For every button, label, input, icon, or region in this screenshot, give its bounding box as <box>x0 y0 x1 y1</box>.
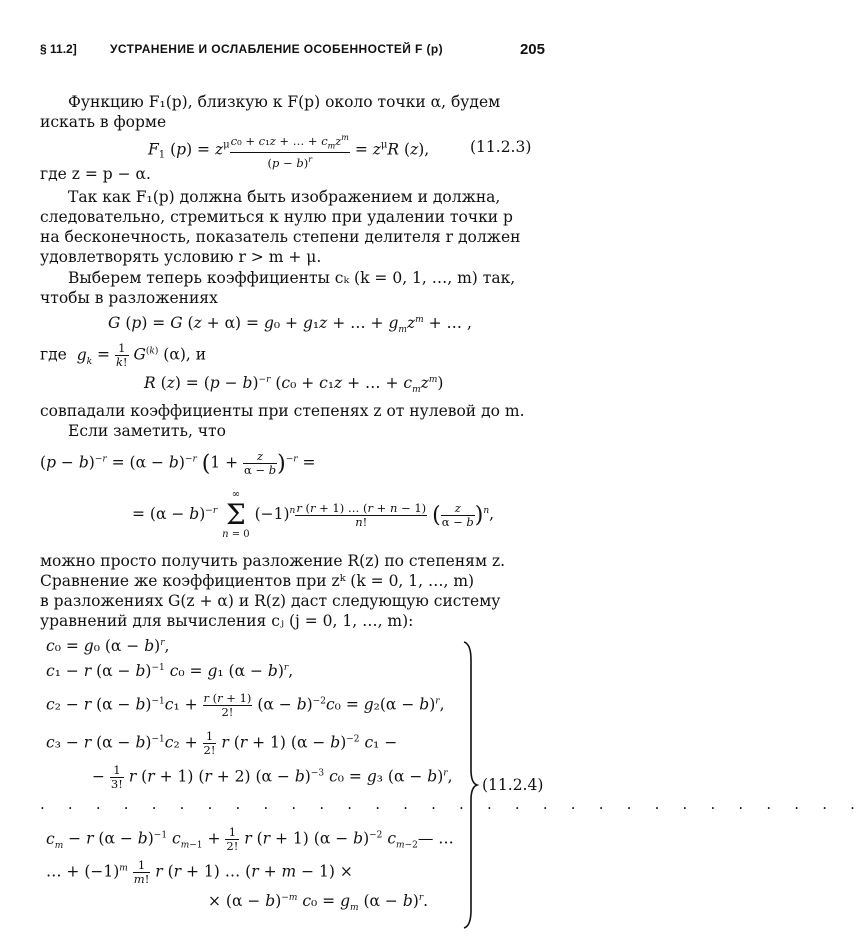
equation-binomial-line-2: = $(\alpha - b)^{-r}$ ∞ Σ n = 0 $(-1)^n$ $\frac{r (r + 1) \dots (r + n - 1)}{n!}$ ( $\frac{z}{\alpha - b}$ )$^n$, <box>132 489 495 540</box>
running-title: УСТРАНЕНИЕ И ОСЛАБЛЕНИЕ ОСОБЕННОСТЕЙ F (p) <box>110 42 443 56</box>
page-number: 205 <box>519 41 545 58</box>
equation-binomial-line-1: $(p - b)^{-r} = (\alpha - b)^{-r}$ (1 + $\frac{z}{\alpha - b}$ )$^{-r}$ = <box>40 449 316 477</box>
where-z-line: где z = p − α. <box>40 165 151 183</box>
where-word: где <box>40 345 67 364</box>
system-eq-c2: c₂ − r $(\alpha - b)^{-1}c_1$ + $\frac{r (r + 1)}{2!}$ $(\alpha - b)^{-2}c_0 = g_2(\alpha - b)^r$, <box>46 691 445 719</box>
ellipsis-row: · · · · · · · · · · · · · · · · · · · · · · · · · · · · · · <box>40 799 864 817</box>
system-right-brace <box>462 640 478 930</box>
equation-g-expansion: G (p) = G (z + α) = g₀ + g₁z + … + $g_mz^m$ + … , <box>108 314 472 336</box>
paragraph-3-line-1: Выберем теперь коэффициенты cₖ (k = 0, 1, …, m) так, <box>68 269 516 287</box>
paragraph-3-line-2: чтобы в разложениях <box>40 289 218 307</box>
equation-label-11-2-3: (11.2.3) <box>470 138 532 156</box>
paragraph-6-line-4: уравнений для вычисления cⱼ (j = 0, 1, …, m): <box>40 612 414 630</box>
paragraph-6-line-3: в разложениях G(z + α) и R(z) даст следующую систему <box>40 592 501 610</box>
paragraph-2-line-1: Так как F₁(p) должна быть изображением и должна, <box>68 188 501 206</box>
system-eq-cm-line-2: … + $(-1)^m$ $\frac{1}{m!}$ r (r + 1) … (r + m − 1) × <box>46 858 353 886</box>
system-eq-c0: c₀ = g₀ $(\alpha - b)^r$, <box>46 637 170 655</box>
paragraph-2-line-2: следовательно, стремиться к нулю при удалении точки p <box>40 208 513 226</box>
paragraph-1-line-2: искать в форме <box>40 113 167 131</box>
paragraph-1-line-1: Функцию F₁(p), близкую к F(p) около точки α, будем <box>68 93 501 111</box>
paragraph-5: Если заметить, что <box>68 422 226 440</box>
paragraph-6-line-2: Сравнение же коэффициентов при zᵏ (k = 0, 1, …, m) <box>40 572 475 590</box>
paragraph-4: совпадали коэффициенты при степенях z от нулевой до m. <box>40 402 525 420</box>
equation-r-definition: R $(z) = (p - b)^{-r}$ (c₀ + c₁z + … + $c_mz^m$) <box>144 374 444 396</box>
system-eq-c1: c₁ − r $(\alpha - b)^{-1}$ c₀ = g₁ $(\alpha - b)^r$, <box>46 662 294 680</box>
system-eq-cm-line-3: × $(\alpha - b)^{-m}$ $c_0 = g_m$ $(\alpha - b)^r$. <box>208 892 429 914</box>
section-number: § 11.2] <box>40 42 77 56</box>
equation-label-11-2-4: (11.2.4) <box>482 776 544 794</box>
system-eq-c3-line-2: − $\frac{1}{3!}$ r (r + 1) (r + 2) $(\alpha - b)^{-3}$ c₀ = g₃ $(\alpha - b)^r$, <box>92 763 453 791</box>
sum-operator: ∞ Σ n = 0 <box>222 489 250 540</box>
paragraph-2-line-3: на бесконечность, показатель степени делителя r должен <box>40 228 521 246</box>
and-word: , и <box>185 345 207 364</box>
running-header <box>40 42 545 60</box>
equation-11-2-3: $F_1$ $(p) = z^\mu$ $\frac{c_0 + c_1z + \dots + c_mz^m}{(p - b)^r}$ = $z^\mu R$ (z), <box>148 133 430 170</box>
paragraph-2-line-4: удовлетворять условию r > m + μ. <box>40 248 322 266</box>
equation-gk-definition: где $g_k$ = $\frac{1}{k!}$ $G^{(k)}$ (α), и <box>40 341 207 369</box>
system-eq-c3-line-1: c₃ − r $(\alpha - b)^{-1}c_2$ + $\frac{1}{2!}$ r (r + 1) $(\alpha - b)^{-2}$ c₁ − <box>46 729 398 757</box>
system-eq-cm-line-1: $c_m - r$ $(\alpha - b)^{-1}$ $c_{m-1}$ + $\frac{1}{2!}$ r (r + 1) $(\alpha - b)^{-2}$ $c_{m-2}—$ … <box>46 825 454 853</box>
paragraph-6-line-1: можно просто получить разложение R(z) по степеням z. <box>40 552 506 570</box>
